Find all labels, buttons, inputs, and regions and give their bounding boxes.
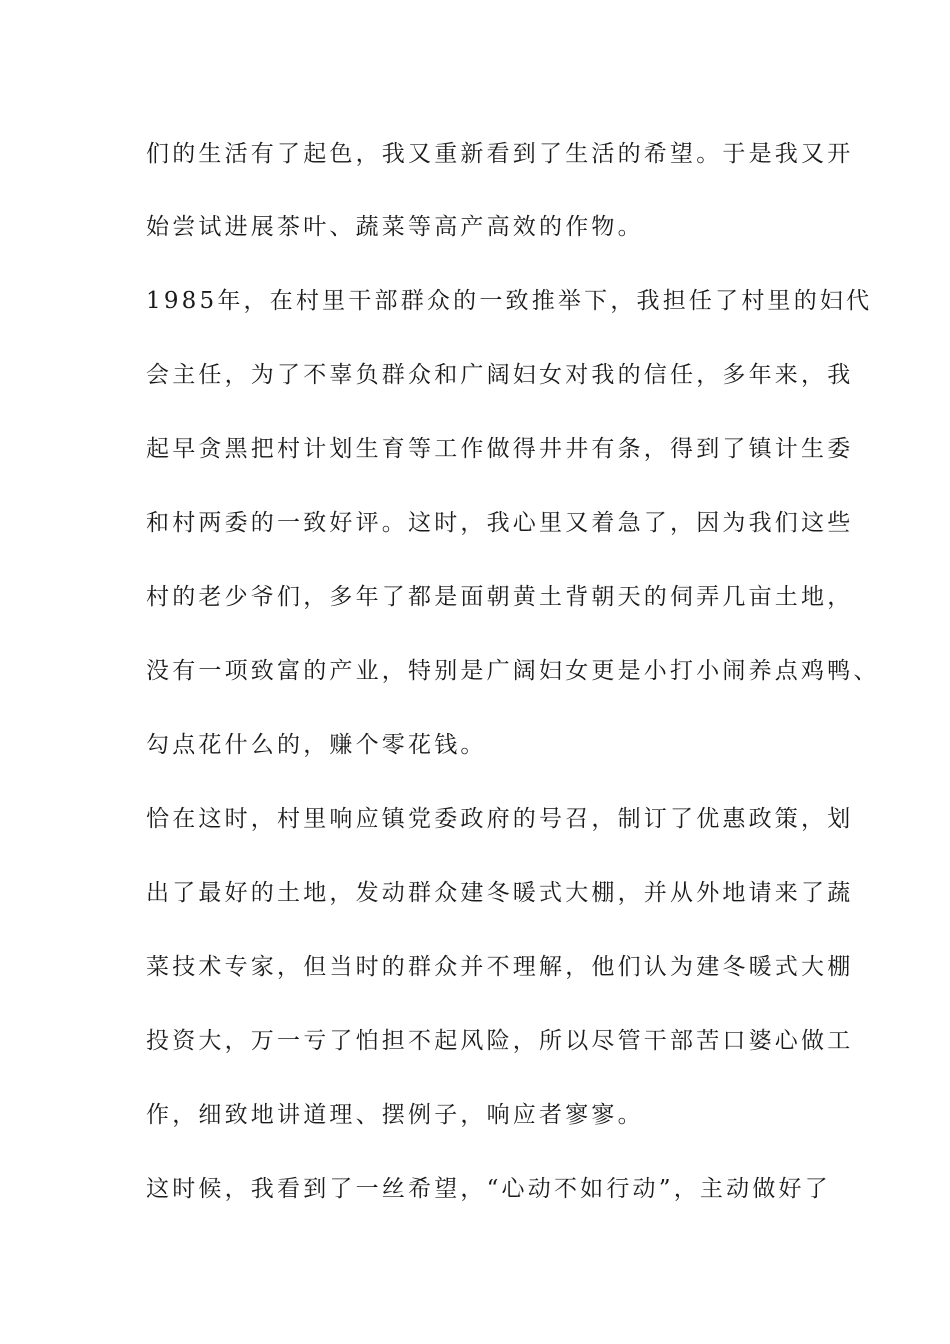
text-line-13: 投资大，万一亏了怕担不起风险，所以尽管干部苦口婆心做工	[146, 1028, 854, 1054]
text-line-5: 起早贪黑把村计划生育等工作做得井井有条，得到了镇计生委	[146, 436, 854, 462]
text-line-11: 出了最好的土地，发动群众建冬暖式大棚，并从外地请来了蔬	[146, 880, 854, 906]
text-line-2: 始尝试进展茶叶、蔬菜等高产高效的作物。	[146, 214, 644, 240]
text-line-15: 这时候，我看到了一丝希望，“心动不如行动”，主动做好了	[146, 1176, 831, 1202]
text-line-10: 恰在这时，村里响应镇党委政府的号召，制订了优惠政策，划	[146, 806, 854, 832]
text-line-3: 1985年，在村里干部群众的一致推举下，我担任了村里的妇代	[146, 288, 873, 314]
text-line-14: 作，细致地讲道理、摆例子，响应者寥寥。	[146, 1102, 644, 1128]
text-line-7: 村的老少爷们，多年了都是面朝黄土背朝天的伺弄几亩土地，	[146, 584, 854, 610]
text-line-4: 会主任，为了不辜负群众和广阔妇女对我的信任，多年来，我	[146, 362, 854, 388]
text-line-1: 们的生活有了起色，我又重新看到了生活的希望。于是我又开	[146, 141, 854, 167]
text-line-9: 勾点花什么的，赚个零花钱。	[146, 732, 487, 758]
text-line-12: 菜技术专家，但当时的群众并不理解，他们认为建冬暖式大棚	[146, 954, 854, 980]
text-line-8: 没有一项致富的产业，特别是广阔妇女更是小打小闹养点鸡鸭、	[146, 658, 880, 684]
text-line-6: 和村两委的一致好评。这时，我心里又着急了，因为我们这些	[146, 510, 854, 536]
